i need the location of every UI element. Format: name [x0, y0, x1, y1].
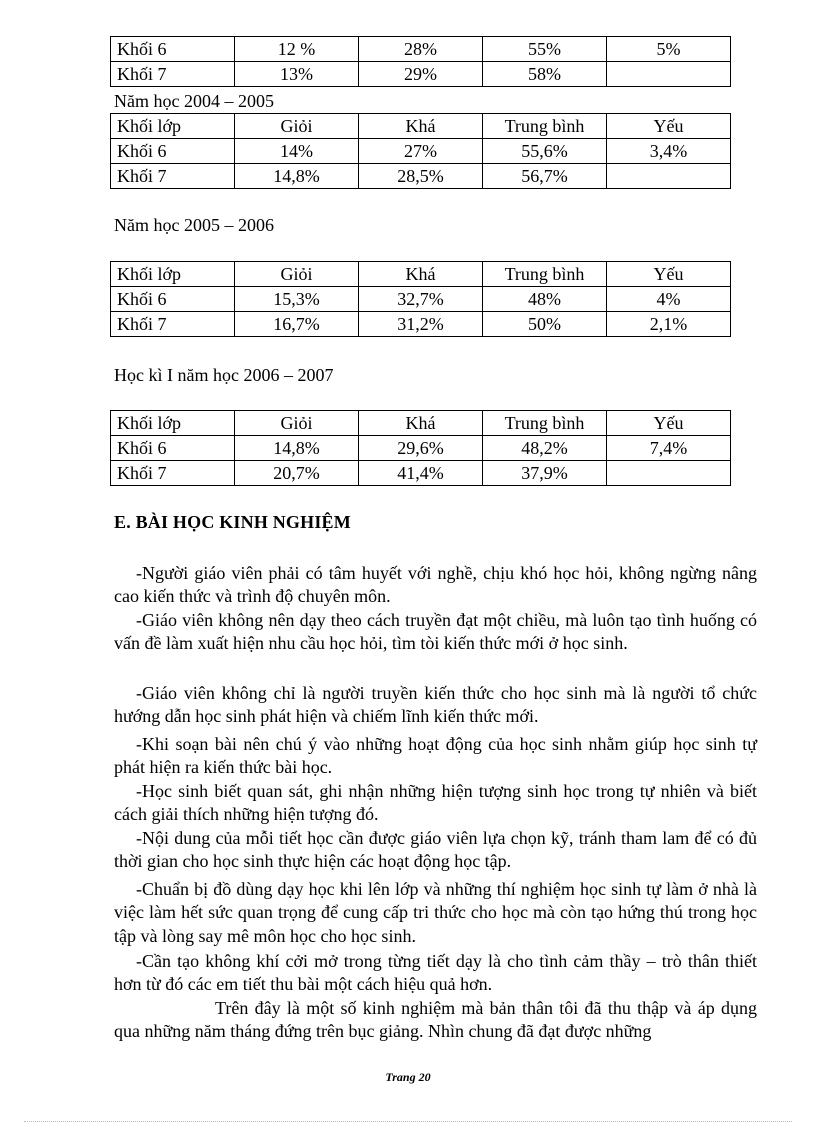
paragraph: Trên đây là một số kinh nghiệm mà bản thân tôi đã thu thập và áp dụng qua những năm tháng đứng trên bục giảng. Nhìn chung đã đạt được những [114, 998, 757, 1042]
table-cell [607, 62, 731, 87]
paragraph: -Giáo viên không chỉ là người truyền kiến thức cho học sinh mà là người tổ chức hướng dẫn học sinh phát hiện và chiếm lĩnh kiến thức mới. [114, 683, 757, 727]
page-number: Trang 20 [385, 1070, 431, 1084]
table-cell: 28% [359, 37, 483, 62]
table-cell: 12 % [235, 37, 359, 62]
table-cell: 27% [359, 139, 483, 164]
table-cell: 7,4% [607, 436, 731, 461]
table-row [111, 287, 731, 312]
table-cell: 14% [235, 139, 359, 164]
column-header: Giỏi [235, 262, 359, 287]
column-header: Khá [359, 262, 483, 287]
table-row [111, 37, 731, 62]
column-header: Yếu [607, 114, 731, 139]
section-heading: E. BÀI HỌC KINH NGHIỆM [114, 512, 351, 532]
table-cell: 48% [483, 287, 607, 312]
grade-table-2006-2007 [110, 410, 731, 486]
table-row [111, 139, 731, 164]
table-cell: 4% [607, 287, 731, 312]
table-header-row [111, 114, 731, 139]
table-cell: Khối 7 [111, 312, 235, 337]
table-cell: 14,8% [235, 436, 359, 461]
table-cell: 28,5% [359, 164, 483, 189]
table-cell: 48,2% [483, 436, 607, 461]
paragraph: -Chuẩn bị đồ dùng dạy học khi lên lớp và những thí nghiệm học sinh tự làm ở nhà là việc làm hết sức quan trọng để cung cấp tri thức cho học mà còn tạo hứng thú trong học tập và lòng say mê môn học cho học sinh. [114, 879, 757, 946]
table-cell: 29% [359, 62, 483, 87]
table-caption-2005-2006: Năm học 2005 – 2006 [114, 215, 274, 235]
column-header: Trung bình [483, 262, 607, 287]
column-header: Giỏi [235, 411, 359, 436]
table-cell: 58% [483, 62, 607, 87]
column-header: Khối lớp [111, 411, 235, 436]
table-cell: 56,7% [483, 164, 607, 189]
table-cell: 41,4% [359, 461, 483, 486]
grade-table-1 [110, 36, 731, 87]
paragraph: -Cần tạo không khí cởi mở trong từng tiết dạy là cho tình cảm thầy – trò thân thiết hơn từ đó các em tiết thu bài một cách hiệu quả hơn. [114, 951, 757, 995]
paragraph: -Giáo viên không nên dạy theo cách truyền đạt một chiều, mà luôn tạo tình huống có vấn đề làm xuất hiện nhu cầu học hỏi, tìm tòi kiến thức mới ở học sinh. [114, 610, 757, 654]
table-cell: 32,7% [359, 287, 483, 312]
table-cell [607, 461, 731, 486]
table-cell: Khối 7 [111, 461, 235, 486]
page-bottom-divider [24, 1121, 792, 1122]
table-cell: Khối 7 [111, 62, 235, 87]
column-header: Trung bình [483, 411, 607, 436]
table-cell: Khối 6 [111, 436, 235, 461]
table-cell: Khối 6 [111, 139, 235, 164]
paragraph: -Học sinh biết quan sát, ghi nhận những hiện tượng sinh học trong tự nhiên và biết cách giải thích những hiện tượng đó. [114, 781, 757, 825]
table-cell: 50% [483, 312, 607, 337]
table-cell: 29,6% [359, 436, 483, 461]
table-cell: 55,6% [483, 139, 607, 164]
table-cell: 13% [235, 62, 359, 87]
table-row [111, 62, 731, 87]
column-header: Khối lớp [111, 262, 235, 287]
column-header: Yếu [607, 262, 731, 287]
table-cell: 55% [483, 37, 607, 62]
column-header: Trung bình [483, 114, 607, 139]
table-cell: Khối 7 [111, 164, 235, 189]
column-header: Khá [359, 411, 483, 436]
paragraph: -Người giáo viên phải có tâm huyết với nghề, chịu khó học hỏi, không ngừng nâng cao kiến thức và trình độ chuyên môn. [114, 563, 757, 607]
table-cell: 14,8% [235, 164, 359, 189]
table-cell: Khối 6 [111, 287, 235, 312]
table-cell: Khối 6 [111, 37, 235, 62]
paragraph: -Khi soạn bài nên chú ý vào những hoạt động của học sinh nhằm giúp học sinh tự phát hiện ra kiến thức bài học. [114, 734, 757, 778]
grade-table-2005-2006 [110, 261, 731, 337]
table-caption-2004-2005: Năm học 2004 – 2005 [114, 91, 274, 111]
table-cell: 15,3% [235, 287, 359, 312]
table-cell: 37,9% [483, 461, 607, 486]
table-row [111, 436, 731, 461]
table-row [111, 461, 731, 486]
table-cell: 3,4% [607, 139, 731, 164]
table-row [111, 312, 731, 337]
table-caption-2006-2007: Học kì I năm học 2006 – 2007 [114, 365, 334, 385]
column-header: Yếu [607, 411, 731, 436]
grade-table-2004-2005 [110, 113, 731, 189]
table-cell: 31,2% [359, 312, 483, 337]
paragraph: -Nội dung của mỗi tiết học cần được giáo viên lựa chọn kỹ, tránh tham lam để có đủ thời gian cho học sinh thực hiện các hoạt động học tập. [114, 828, 757, 872]
table-cell [607, 164, 731, 189]
table-header-row [111, 411, 731, 436]
column-header: Khá [359, 114, 483, 139]
column-header: Khối lớp [111, 114, 235, 139]
table-row [111, 164, 731, 189]
table-cell: 16,7% [235, 312, 359, 337]
table-header-row [111, 262, 731, 287]
table-cell: 5% [607, 37, 731, 62]
column-header: Giỏi [235, 114, 359, 139]
table-cell: 2,1% [607, 312, 731, 337]
table-cell: 20,7% [235, 461, 359, 486]
